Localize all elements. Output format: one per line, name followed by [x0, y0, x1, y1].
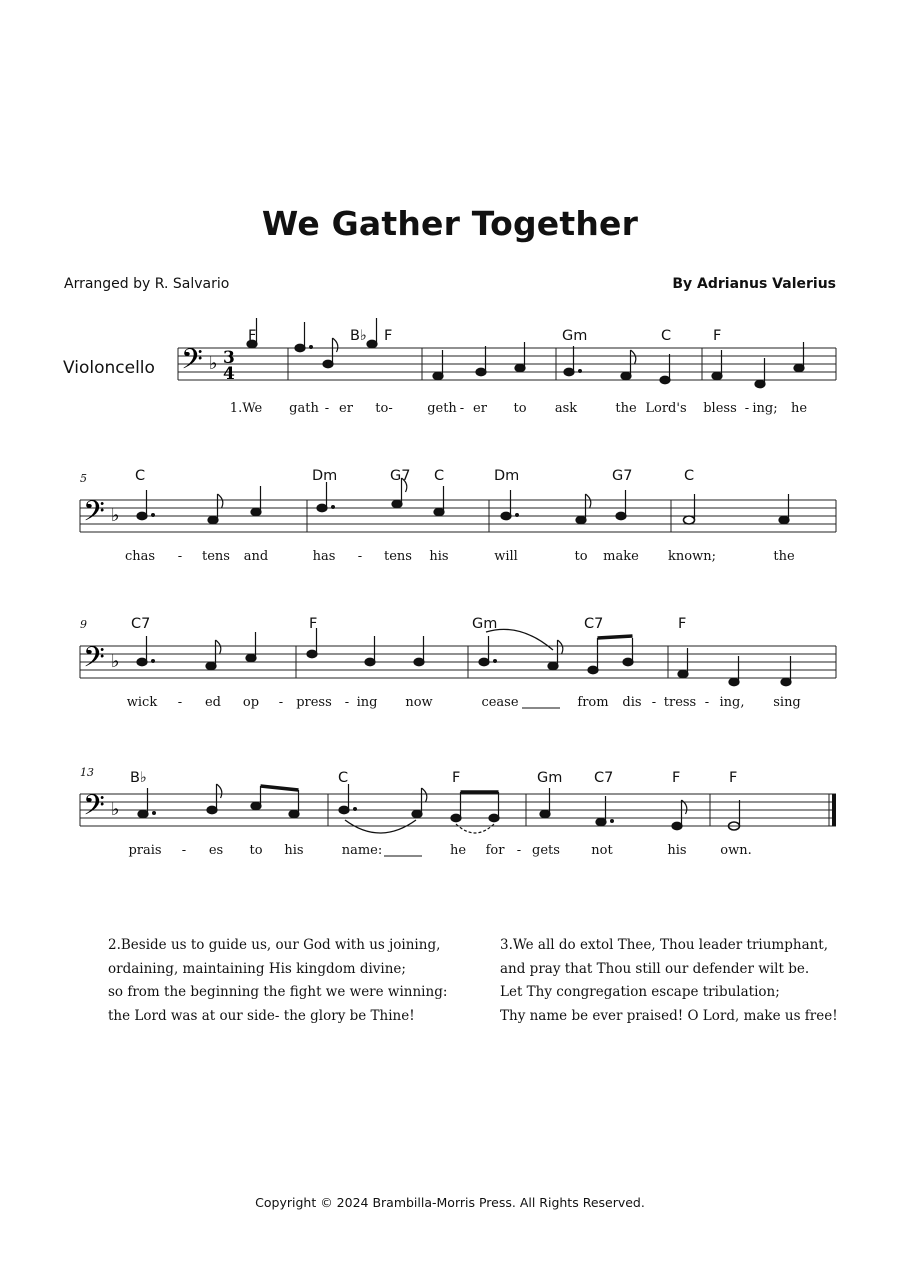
copyright-notice: Copyright © 2024 Brambilla-Morris Press. All Rights Reserved.	[255, 1195, 645, 1210]
lyric-syllable: chas	[124, 549, 156, 564]
lyric-syllable: 1.We	[229, 401, 263, 416]
chord-symbol: F	[713, 328, 722, 344]
verse-3	[500, 934, 838, 1028]
lyric-syllable: to-	[375, 401, 393, 416]
lyric-syllable: ing	[356, 695, 378, 710]
chord-symbol: B♭	[350, 328, 367, 344]
song-title: We Gather Together	[261, 204, 639, 243]
verse-line: so from the beginning the fight we were winning:	[108, 984, 448, 1000]
lyric-syllable: -	[651, 695, 657, 710]
lyric-syllable: to	[513, 401, 527, 416]
instrument-name: Violoncello	[63, 358, 155, 378]
staff-system-3	[80, 616, 836, 710]
lyric-syllable: not	[591, 843, 613, 858]
lyric-syllable: -	[744, 401, 750, 416]
staff-system-1	[178, 318, 836, 416]
lyric-syllable: -	[278, 695, 284, 710]
verse-line: ordaining, maintaining His kingdom divine;	[108, 960, 406, 977]
flat-icon: ♭	[209, 353, 218, 374]
lyric-syllable: will	[494, 549, 518, 564]
lyric-syllable: tens	[202, 549, 230, 564]
lyric-syllable: tress	[663, 695, 697, 710]
lyric-syllable: op	[242, 695, 260, 710]
lyric-syllable: bless	[703, 401, 737, 416]
lyric-syllable: -	[181, 843, 187, 858]
chord-symbol: Gm	[562, 328, 588, 344]
lyric-syllable: -	[177, 695, 183, 710]
lyric-syllable: -	[459, 401, 465, 416]
chord-symbol: C	[661, 328, 672, 344]
lyric-syllable: to	[574, 549, 588, 564]
lyric-syllable: the	[773, 549, 795, 564]
lyric-syllable: his	[429, 549, 449, 564]
flat-icon: ♭	[111, 505, 120, 526]
lyric-syllable: has	[312, 549, 336, 564]
lyric-syllable: now	[405, 695, 433, 710]
lyric-syllable: es	[208, 843, 224, 858]
time-signature-top: 3	[223, 348, 235, 368]
lyric-syllable: press	[296, 695, 332, 710]
chord-symbol: F	[384, 328, 393, 344]
chord-symbol: C7	[594, 770, 614, 786]
chord-symbol: Dm	[312, 468, 338, 484]
verse-line: Thy name be ever praised! O Lord, make us free!	[500, 1007, 838, 1024]
chord-symbol: Gm	[472, 616, 498, 632]
lyric-syllable: er	[339, 401, 353, 416]
lyric-syllable: tens	[384, 549, 412, 564]
lyric-syllable: prais	[128, 843, 162, 858]
bass-clef-icon: 𝄢	[83, 641, 105, 681]
lyric-syllable: he	[790, 401, 808, 416]
lyric-syllable: name:	[341, 843, 383, 858]
lyric-syllable: and	[243, 549, 269, 564]
flat-icon: ♭	[111, 799, 120, 820]
chord-symbol: F	[729, 770, 738, 786]
lyric-syllable: -	[324, 401, 330, 416]
staff-system-2	[80, 468, 836, 564]
chord-symbol: F	[452, 770, 461, 786]
verse-line: Let Thy congregation escape tribulation;	[500, 984, 780, 1000]
lyric-syllable: the	[615, 401, 637, 416]
chord-symbol: C	[135, 468, 146, 484]
measure-number: 13	[80, 766, 94, 779]
chord-symbol: C	[434, 468, 445, 484]
chord-symbol: G7	[612, 468, 633, 484]
lyric-syllable: -	[177, 549, 183, 564]
bass-clef-icon: 𝄢	[83, 789, 105, 829]
lyric-syllable: Lord's	[645, 401, 687, 416]
chord-symbol: Gm	[537, 770, 563, 786]
verse-line: and pray that Thou still our defender wilt be.	[500, 960, 810, 977]
lyric-syllable: make	[603, 549, 639, 564]
chord-symbol: F	[248, 328, 257, 344]
verse-line: 2.Beside us to guide us, our God with us joining,	[108, 937, 441, 953]
arranger-credit: Arranged by R. Salvario	[64, 276, 230, 292]
lyric-syllable: he	[449, 843, 467, 858]
chord-symbol: F	[309, 616, 318, 632]
chord-symbol: F	[672, 770, 681, 786]
chord-symbol: F	[678, 616, 687, 632]
chord-symbol: Dm	[494, 468, 520, 484]
chord-symbol: B♭	[130, 770, 147, 786]
lyric-syllable: wick	[126, 695, 158, 710]
lyric-syllable: own.	[720, 843, 752, 858]
staff-system-4	[80, 766, 836, 858]
lyric-syllable: known;	[668, 549, 716, 564]
composer-credit: By Adrianus Valerius	[672, 276, 836, 292]
lyric-syllable: ed	[204, 695, 222, 710]
time-signature-bottom: 4	[223, 364, 235, 384]
lyric-syllable: from	[577, 695, 609, 710]
chord-symbol: C7	[584, 616, 604, 632]
bass-clef-icon: 𝄢	[83, 495, 105, 535]
chord-symbol: C	[684, 468, 695, 484]
verse-line: 3.We all do extol Thee, Thou leader triumphant,	[500, 937, 829, 953]
lyric-syllable: -	[516, 843, 522, 858]
lyric-syllable: gath	[289, 401, 319, 416]
lyric-syllable: cease	[481, 695, 519, 710]
lyric-syllable: -	[357, 549, 363, 564]
lyric-syllable: gets	[532, 843, 560, 858]
flat-icon: ♭	[111, 651, 120, 672]
measure-number: 5	[80, 472, 87, 485]
chord-symbol: G7	[390, 468, 411, 484]
lyric-syllable: for	[485, 843, 505, 858]
lyric-syllable: er	[473, 401, 487, 416]
chord-symbol: C7	[131, 616, 151, 632]
lyric-syllable: ing;	[752, 401, 778, 416]
measure-number: 9	[80, 618, 87, 631]
lyric-syllable: geth	[427, 401, 457, 416]
chord-symbol: C	[338, 770, 349, 786]
verse-line: the Lord was at our side- the glory be Thine!	[108, 1007, 415, 1024]
lyric-syllable: dis	[622, 695, 642, 710]
lyric-syllable: -	[344, 695, 350, 710]
lyric-syllable: ing,	[719, 695, 745, 710]
lyric-syllable: -	[704, 695, 710, 710]
lyric-syllable: to	[249, 843, 263, 858]
lyric-syllable: sing	[773, 695, 801, 710]
lyric-syllable: his	[667, 843, 687, 858]
lyric-syllable: his	[284, 843, 304, 858]
verse-2	[108, 934, 447, 1028]
lyric-syllable: ask	[554, 401, 578, 416]
bass-clef-icon: 𝄢	[181, 343, 203, 383]
